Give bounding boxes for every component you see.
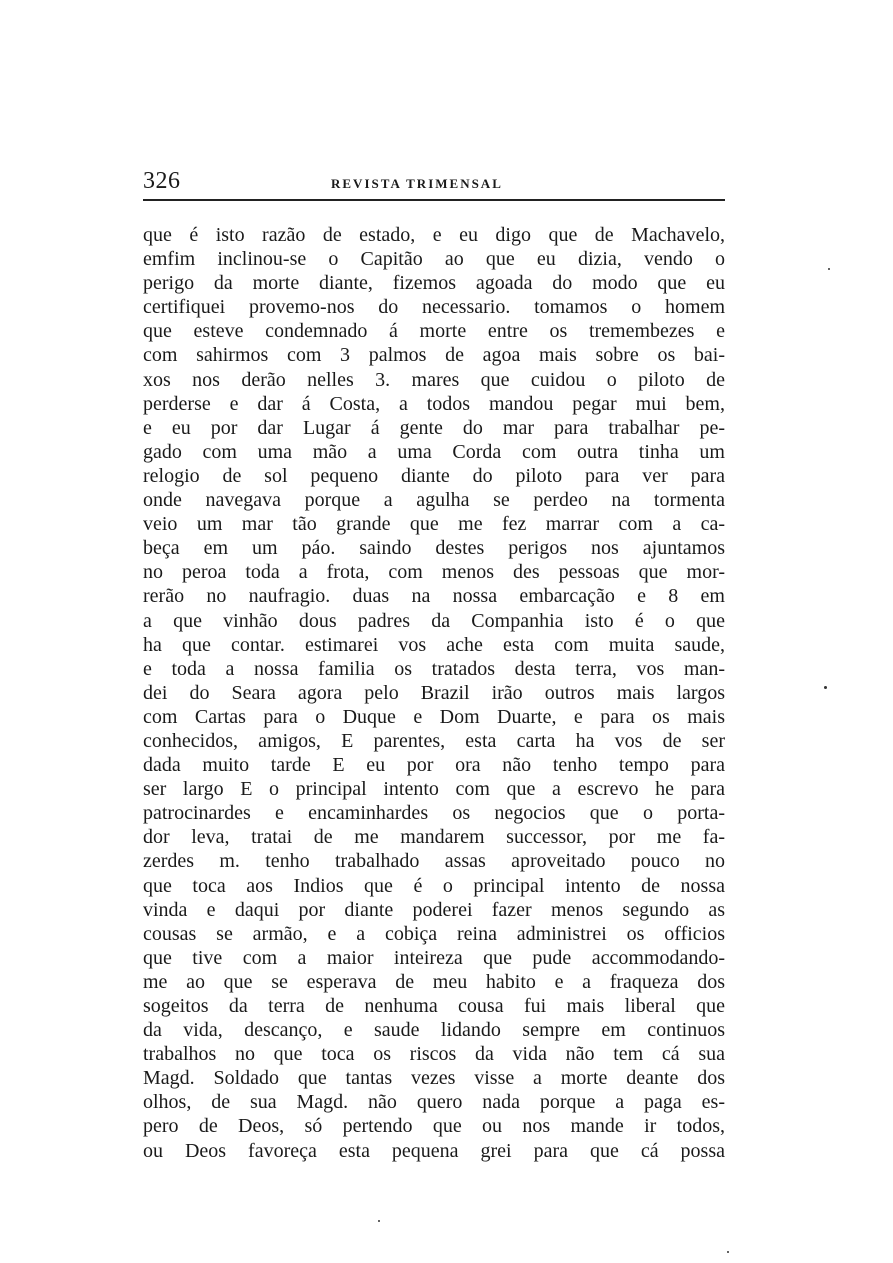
text-line: rerão no naufragio. duas na nossa embarcação e 8 em [143, 585, 725, 608]
text-line: onde navegava porque a agulha se perdeo na tormenta [143, 489, 725, 512]
text-line: que é isto razão de estado, e eu digo que de Machavelo, [143, 224, 725, 246]
text-line: sogeitos da terra de nenhuma cousa fui mais liberal que [143, 995, 725, 1017]
header-rule [143, 199, 725, 201]
running-title: REVISTA TRIMENSAL [331, 176, 503, 191]
text-line: veio um mar tão grande que me fez marrar com a ca- [143, 513, 725, 536]
text-line: dor leva, tratai de me mandarem successor, por me fa- [143, 826, 725, 849]
text-line: emfim inclinou-se o Capitão ao que eu dizia, vendo o [143, 248, 725, 271]
text-line: gado com uma mão a uma Corda com outra tinha um [143, 440, 725, 463]
text-line: e eu por dar Lugar á gente do mar para trabalhar pe- [143, 416, 725, 439]
text-line: conhecidos, amigos, E parentes, esta carta ha vos de ser [143, 729, 725, 752]
text-line: com sahirmos com 3 palmos de agoa mais sobre os bai- [143, 344, 725, 367]
print-speck [378, 1220, 380, 1222]
text-line: no peroa toda a frota, com menos des pessoas que mor- [143, 561, 725, 584]
text-line: dada muito tarde E eu por ora não tenho tempo para [143, 754, 725, 777]
text-line: beça em um páo. saindo destes perigos nos ajuntamos [143, 537, 725, 560]
text-line: Magd. Soldado que tantas vezes visse a morte deante dos [143, 1067, 725, 1090]
print-speck [727, 1251, 729, 1253]
text-line: xos nos derão nelles 3. mares que cuidou o piloto de [143, 368, 725, 391]
text-line: trabalhos no que toca os riscos da vida não tem cá sua [143, 1043, 725, 1066]
page-header [143, 168, 725, 202]
print-speck [828, 268, 830, 270]
text-line: com Cartas para o Duque e Dom Duarte, e para os mais [143, 705, 725, 728]
text-line: dei do Seara agora pelo Brazil irão outros mais largos [143, 681, 725, 704]
text-line: da vida, descanço, e saude lidando sempre em continuos [143, 1019, 725, 1042]
text-line: zerdes m. tenho trabalhado assas aproveitado pouco no [143, 850, 725, 873]
text-line: relogio de sol pequeno diante do piloto para ver para [143, 464, 725, 487]
text-line: certifiquei provemo-nos do necessario. tomamos o homem [143, 296, 725, 319]
print-speck [824, 686, 827, 689]
text-line: olhos, de sua Magd. não quero nada porque a paga es- [143, 1091, 725, 1114]
body-text [143, 223, 725, 1163]
text-line: perderse e dar á Costa, a todos mandou pegar mui bem, [143, 392, 725, 415]
page-number: 326 [143, 168, 181, 194]
text-line: me ao que se esperava de meu habito e a fraqueza dos [143, 970, 725, 993]
text-line: pero de Deos, só pertendo que ou nos mande ir todos, [143, 1115, 725, 1138]
text-line: que tive com a maior inteireza que pude accommodando- [143, 946, 725, 969]
text-line: e toda a nossa familia os tratados desta terra, vos man- [143, 657, 725, 680]
text-line: ser largo E o principal intento com que a escrevo he para [143, 778, 725, 801]
text-line: cousas se armão, e a cobiça reina administrei os officios [143, 922, 725, 945]
text-line: ha que contar. estimarei vos ache esta com muita saude, [143, 633, 725, 656]
text-line: perigo da morte diante, fizemos agoada do modo que eu [143, 272, 725, 295]
text-line: a que vinhão dous padres da Companhia isto é o que [143, 609, 725, 632]
text-line: patrocinardes e encaminhardes os negocios que o porta- [143, 802, 725, 825]
text-line: vinda e daqui por diante poderei fazer menos segundo as [143, 898, 725, 921]
text-line: que esteve condemnado á morte entre os tremembezes e [143, 320, 725, 343]
text-line: ou Deos favoreça esta pequena grei para que cá possa [143, 1139, 725, 1162]
text-line: que toca aos Indios que é o principal intento de nossa [143, 874, 725, 897]
